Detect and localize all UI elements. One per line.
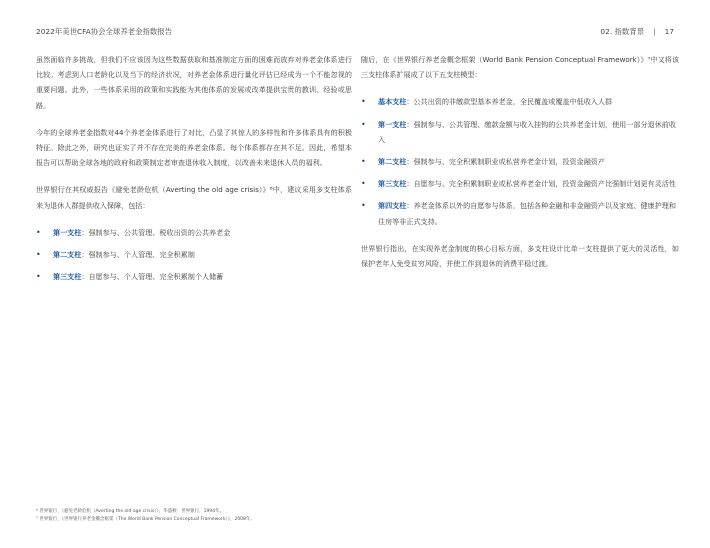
pillar-description: ：强制参与、公共管理、缴款金额与收入挂钩的公共养老金计划，使用一部分退休前收入 bbox=[378, 119, 676, 144]
five-pillar-list bbox=[361, 94, 679, 228]
list-item bbox=[361, 198, 679, 228]
pillar-description: ：自愿参与、个人管理、完全积累制个人储蓄 bbox=[81, 272, 224, 282]
bullet-icon: • bbox=[361, 179, 366, 189]
footnote: ⁶ 世界银行，《避免老龄危机（Averting the old age crisis）》，华盛顿：世界银行，1994年。 bbox=[36, 509, 225, 514]
bullet-icon: • bbox=[36, 272, 41, 282]
pillar-keyword: 第一支柱 bbox=[378, 119, 407, 129]
page-number: 17 bbox=[664, 27, 674, 36]
pillar-keyword: 第四支柱 bbox=[378, 201, 407, 211]
paragraph: 虽然面临许多挑战，但我们不应该因为这些数据获取和基准制定方面的困难而放弃对养老金体系进行比较。考虑到人口老龄化以及当下的经济状况，对养老金体系进行量化评估已经成为一个不能忽视的重要问题。此外，一些体系采用的政策和实践能为其他体系的发展或改革提供宝贵的教训、经验或思路。 bbox=[36, 55, 352, 110]
list-item bbox=[36, 269, 352, 284]
header-divider: | bbox=[653, 27, 656, 36]
pillar-description: ：自愿参与、完全积累制职业或私营养老金计划，投资金融资产比强制计划更有灵活性 bbox=[406, 179, 676, 189]
paragraph: 随后，在《世界银行养老金概念框架（World Bank Pension Conceptual Framework）》⁷中又将该三支柱体系扩展成了以下五支柱模型： bbox=[361, 55, 679, 80]
bullet-icon: • bbox=[361, 119, 366, 129]
footnote: ⁷ 世界银行，《世界银行养老金概念框架（The World Bank Pension Conceptual Framework）》，2008年。 bbox=[36, 517, 255, 522]
list-item bbox=[36, 247, 352, 262]
bullet-icon: • bbox=[361, 157, 366, 167]
report-title: 2022年美世CFA协会全球养老金指数报告 bbox=[36, 27, 173, 36]
pillar-keyword: 第三支柱 bbox=[53, 272, 82, 282]
pillar-description: ：强制参与、完全积累制职业或私营养老金计划，投资金融资产 bbox=[406, 157, 605, 167]
pillar-keyword: 第一支柱 bbox=[53, 227, 82, 237]
pillar-description: ：强制参与、公共管理、税收出资的公共养老金 bbox=[81, 227, 231, 237]
page-header-right bbox=[600, 26, 674, 37]
bullet-icon: • bbox=[361, 201, 366, 211]
right-column bbox=[361, 52, 679, 283]
list-item bbox=[36, 225, 352, 240]
paragraph: 世界银行指出，在实现养老金制度的核心目标方面，多支柱设计比单一支柱提供了更大的灵活性，如保护老年人免受贫穷风险，并使工作到退休的消费平稳过渡。 bbox=[361, 243, 679, 269]
list-item bbox=[361, 176, 679, 191]
bullet-icon: • bbox=[361, 97, 366, 107]
pillar-description: ：公共出资的非缴款型基本养老金，全民覆盖或覆盖中低收入人群 bbox=[406, 97, 613, 107]
paragraph: 今年的全球养老金指数对44个养老金体系进行了对比，凸显了其惊人的多样性和许多体系具有的积极特征。除此之外，研究也证实了并不存在完美的养老金体系。每个体系都存在其不足。因此，希望本报告可以帮助全球各地的政府和政策制定者审查退休收入制度，以改善未来退休人员的福利。 bbox=[36, 127, 352, 168]
pillar-keyword: 第三支柱 bbox=[378, 179, 407, 189]
section-label: 02. 指数背景 bbox=[600, 27, 645, 36]
pillar-description: ：养老金体系以外的自愿参与体系，包括各种金融和非金融资产以及家庭、健康护理和住房等非正式支持。 bbox=[378, 201, 676, 226]
list-item bbox=[361, 117, 679, 147]
list-item bbox=[361, 94, 679, 109]
bullet-icon: • bbox=[36, 227, 41, 237]
pillar-description: ：强制参与、个人管理、完全积累制 bbox=[81, 250, 195, 260]
paragraph: 世界银行在其权威报告《避免老龄危机（Averting the old age crisis）》⁶中，建议采用多支柱体系来为退休人群提供收入保障，包括： bbox=[36, 185, 352, 210]
pillar-keyword: 基本支柱 bbox=[378, 97, 407, 107]
pillar-keyword: 第二支柱 bbox=[378, 157, 407, 167]
three-pillar-list bbox=[36, 225, 352, 285]
bullet-icon: • bbox=[36, 250, 41, 260]
left-column bbox=[36, 52, 352, 296]
footnotes bbox=[36, 508, 255, 524]
list-item bbox=[361, 154, 679, 169]
pillar-keyword: 第二支柱 bbox=[53, 250, 82, 260]
